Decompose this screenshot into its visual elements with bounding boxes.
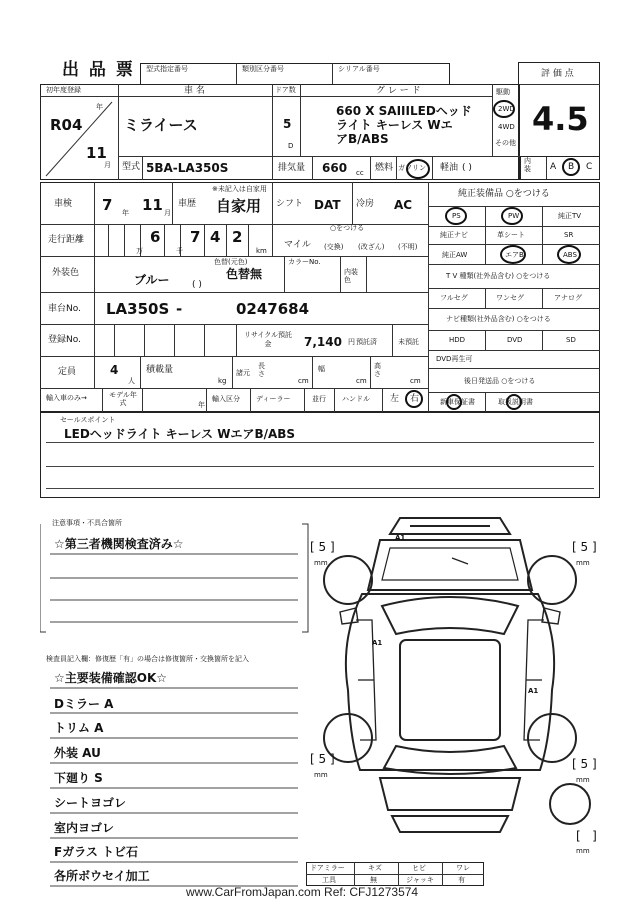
sales-point-box: [40, 412, 600, 498]
tread-right-front: [ 5 ]: [572, 540, 597, 554]
after-manual: 取扱説明書: [498, 398, 533, 406]
color-change-value: 色替無: [226, 267, 263, 281]
drive-other: その他: [495, 139, 516, 147]
legend-h1: キズ: [368, 864, 382, 872]
legend-h0: ドアミラー: [310, 864, 345, 872]
equip-ps-circle: [445, 207, 467, 225]
capacity-unit: 人: [128, 377, 135, 385]
grade-line-3: アB/ABS: [336, 132, 389, 146]
car-name: ミライース: [124, 116, 198, 134]
displacement-value: 660: [322, 161, 348, 175]
color-change-label: 色替(元色): [214, 258, 248, 266]
legend-r0: 工具: [322, 876, 336, 884]
shift-label: シフト: [276, 199, 304, 209]
inspection-year-unit: 年: [122, 209, 129, 217]
equip-tv: 純正TV: [558, 212, 582, 220]
interior-label: 内装: [524, 157, 531, 173]
import-type-label: 輸入区分: [212, 395, 240, 403]
mileage-label: 走行距離: [48, 235, 85, 245]
legend-r2: ジャッキ: [406, 876, 434, 884]
mileage-digit-2: 7: [190, 228, 201, 246]
chassis-dash: -: [176, 300, 183, 318]
equip-abs: ABS: [563, 251, 577, 259]
capacity-value: 4: [110, 363, 119, 377]
interior-color-label: 内装色: [344, 268, 358, 285]
import-label: 輸入車のみ→: [46, 394, 87, 402]
mile-label: マイル: [284, 240, 311, 250]
interior-grade-c: C: [586, 162, 593, 172]
grade-line-2: ライト キーレス Wエ: [336, 118, 453, 132]
inspector-line: 室内ヨゴレ: [54, 821, 115, 835]
chassis-prefix: LA350S: [106, 300, 170, 318]
legend-r3: 有: [458, 876, 465, 884]
height-unit: cm: [410, 377, 421, 385]
equip-pw-circle: [501, 207, 523, 225]
color-no-label: カラーNo.: [288, 258, 321, 266]
handle-right-circle: [405, 390, 423, 408]
drive-label: 駆動: [496, 88, 510, 96]
equip-ps: PS: [452, 212, 461, 220]
dims-label: 諸元: [236, 369, 250, 377]
notes-title: 注意事項・不具合箇所: [52, 519, 122, 527]
after-title: 後日発送品 ○をつける: [464, 377, 536, 385]
doors-label: ドア数: [275, 86, 296, 94]
doors-value: 5: [283, 117, 292, 131]
first-reg-label: 初年度登録: [46, 86, 81, 94]
month-suffix: 月: [104, 161, 111, 169]
recycle-paid: 預託済: [356, 338, 377, 346]
unknown-label: (不明): [398, 243, 418, 251]
tread-left-rear: [ 5 ]: [310, 752, 335, 766]
ac-value: AC: [394, 198, 413, 212]
tv-title: T V 種類(社外品含む) ○をつける: [446, 272, 551, 280]
tread-spare: [ ]: [576, 829, 597, 843]
drive-4wd: 4WD: [498, 123, 515, 131]
year-suffix: 年: [96, 103, 103, 111]
equip-aw: 純正AW: [442, 251, 468, 259]
modified-label: (改ざん): [358, 243, 385, 251]
history-note: ※未記入は自家用: [212, 185, 267, 193]
watermark: www.CarFromJapan.com Ref: CFJ1273574: [186, 885, 419, 899]
tv-full: フルセグ: [440, 294, 468, 302]
recycle-unpaid: 未預託: [398, 338, 419, 346]
navi-hdd: HDD: [449, 336, 466, 344]
equip-abs-circle: [557, 245, 581, 264]
legend-h2: ヒビ: [412, 864, 426, 872]
tread-unit-rf: mm: [576, 559, 590, 567]
form-title: 出 品 票: [62, 60, 135, 80]
fuel-label: 燃料: [375, 163, 394, 173]
mileage-unit-man: 万: [136, 247, 143, 255]
doors-suffix: D: [288, 142, 294, 150]
inspector-line: トリム A: [54, 721, 104, 735]
grade-line-1: 660 X SAIIILEDヘッド: [336, 104, 472, 118]
parallel-label: 並行: [312, 395, 326, 403]
category-label: 類別区分番号: [242, 65, 284, 73]
interior-grade-circle: [562, 158, 580, 176]
model-code: 5BA-LA350S: [146, 161, 229, 175]
inspector-rules: [40, 660, 310, 896]
color-paren: ( ): [192, 280, 202, 290]
handle-label: ハンドル: [342, 395, 370, 403]
equip-airbag: エアB: [505, 251, 524, 259]
displacement-unit: cc: [356, 169, 364, 177]
legend-h3: ワレ: [456, 864, 470, 872]
inspector-line: 下廻り S: [54, 771, 103, 785]
mileage-digit-4: 2: [232, 228, 243, 246]
tv-one: ワンセグ: [496, 294, 524, 302]
first-reg-month: 11: [86, 144, 107, 162]
interior-grade-b: B: [568, 162, 575, 172]
left-label: 左: [390, 394, 400, 404]
ac-label: 冷房: [356, 199, 375, 209]
dvd-playable: DVD再生可: [436, 355, 473, 363]
model-label: 型式: [122, 162, 141, 172]
model-year-unit: 年: [198, 401, 205, 409]
inspection-label: 車検: [54, 199, 73, 209]
inspector-line: Dミラー A: [54, 697, 114, 711]
load-unit: kg: [218, 377, 227, 385]
color-label: 外装色: [52, 268, 80, 278]
tread-unit-rr: mm: [576, 776, 590, 784]
reg-no-label: 登録No.: [48, 335, 81, 345]
inspector-line: Fガラス トビ石: [54, 845, 139, 859]
model-cert-label: 型式指定番号: [146, 65, 188, 73]
chassis-number: 0247684: [236, 300, 310, 318]
navi-sd: SD: [566, 336, 576, 344]
width-unit: cm: [356, 377, 367, 385]
after-warranty-circle: [446, 394, 462, 410]
equip-sr: SR: [564, 231, 574, 239]
inspector-title: 検査員記入欄：修復歴「有」の場合は修復箇所・交換箇所を記入: [46, 655, 249, 663]
damage-mark-front: A1: [395, 534, 406, 542]
height-label: 高さ: [374, 362, 381, 379]
interior-grade-a: A: [550, 162, 557, 172]
serial-label: シリアル番号: [338, 65, 380, 73]
car-diagram: [300, 510, 600, 843]
fuel-circle: [406, 159, 430, 179]
sales-point-text: LEDヘッドライト キーレス WエアB/ABS: [64, 427, 296, 441]
notes-bracket: [40, 520, 310, 640]
after-warranty: 新車保証書: [440, 398, 475, 406]
recycle-value: 7,140: [304, 335, 342, 349]
score-value: 4.5: [532, 100, 589, 138]
tread-right-rear: [ 5 ]: [572, 757, 597, 771]
length-label: 長さ: [258, 362, 265, 379]
displacement-label: 排気量: [278, 163, 306, 173]
equip-leather: 革シート: [497, 231, 525, 239]
inspector-line: シートヨゴレ: [54, 796, 127, 810]
equip-airbag-circle: [500, 245, 526, 264]
inspector-line: ☆主要装備確認OK☆: [54, 671, 168, 685]
equip-pw: PW: [508, 212, 520, 220]
history-label: 車歴: [178, 199, 197, 209]
legend-r1: 無: [370, 876, 377, 884]
inspection-month: 11: [142, 196, 163, 214]
inspector-line: 各所ボウセイ加工: [54, 869, 150, 883]
drive-2wd: 2WD: [498, 105, 515, 113]
after-manual-circle: [506, 394, 522, 410]
equip-navi: 純正ナビ: [440, 231, 468, 239]
shift-value: DAT: [314, 198, 341, 212]
model-year-label: モデル年式: [109, 391, 137, 408]
light-oil-paren: ( ): [462, 163, 472, 173]
dealer-label: ディーラー: [256, 395, 291, 403]
damage-mark-right: A1: [528, 687, 539, 695]
sales-point-label: セールスポイント: [60, 416, 116, 424]
score-label: 評 価 点: [541, 69, 574, 79]
right-label: 右: [410, 394, 420, 404]
fuel-value: ガソリン: [398, 164, 426, 172]
mileage-unit-sen: 千: [176, 247, 183, 255]
width-label: 幅: [318, 365, 325, 373]
tread-unit-lr: mm: [314, 771, 328, 779]
tv-analog: アナログ: [554, 294, 582, 302]
history-value: 自家用: [216, 197, 262, 215]
navi-dvd: DVD: [507, 336, 523, 344]
damage-mark-left: A1: [372, 639, 383, 647]
first-reg-era: R04: [50, 116, 83, 134]
mileage-digit-3: 4: [210, 228, 221, 246]
tread-unit-spare: mm: [576, 847, 590, 855]
mileage-circle-note: ○をつける: [330, 224, 365, 232]
notes-line-1: ☆第三者機関検査済み☆: [54, 537, 184, 551]
car-name-label: 車 名: [184, 86, 205, 96]
color-value: ブルー: [134, 273, 170, 287]
equipment-title: 純正装備品 ○をつける: [458, 189, 550, 199]
mileage-unit-km: km: [256, 247, 267, 255]
tread-unit-lf: mm: [314, 559, 328, 567]
inspector-line: 外装 AU: [54, 746, 101, 760]
recycle-label: リサイクル預託金: [243, 331, 293, 349]
mileage-digit-1: 6: [150, 228, 161, 246]
grade-label: グ レ ー ド: [376, 86, 421, 96]
length-unit: cm: [298, 377, 309, 385]
drive-2wd-circle: [493, 100, 515, 118]
recycle-unit: 円: [348, 338, 355, 346]
tread-left-front: [ 5 ]: [310, 540, 335, 554]
navi-title: ナビ種類(社外品含む) ○をつける: [446, 315, 551, 323]
load-label: 積載量: [146, 365, 174, 375]
inspection-year: 7: [102, 196, 113, 214]
light-oil-label: 軽油: [440, 163, 459, 173]
swap-label: (交換): [324, 243, 344, 251]
chassis-label: 車台No.: [48, 304, 81, 314]
capacity-label: 定員: [58, 367, 77, 377]
inspection-month-unit: 月: [164, 209, 171, 217]
